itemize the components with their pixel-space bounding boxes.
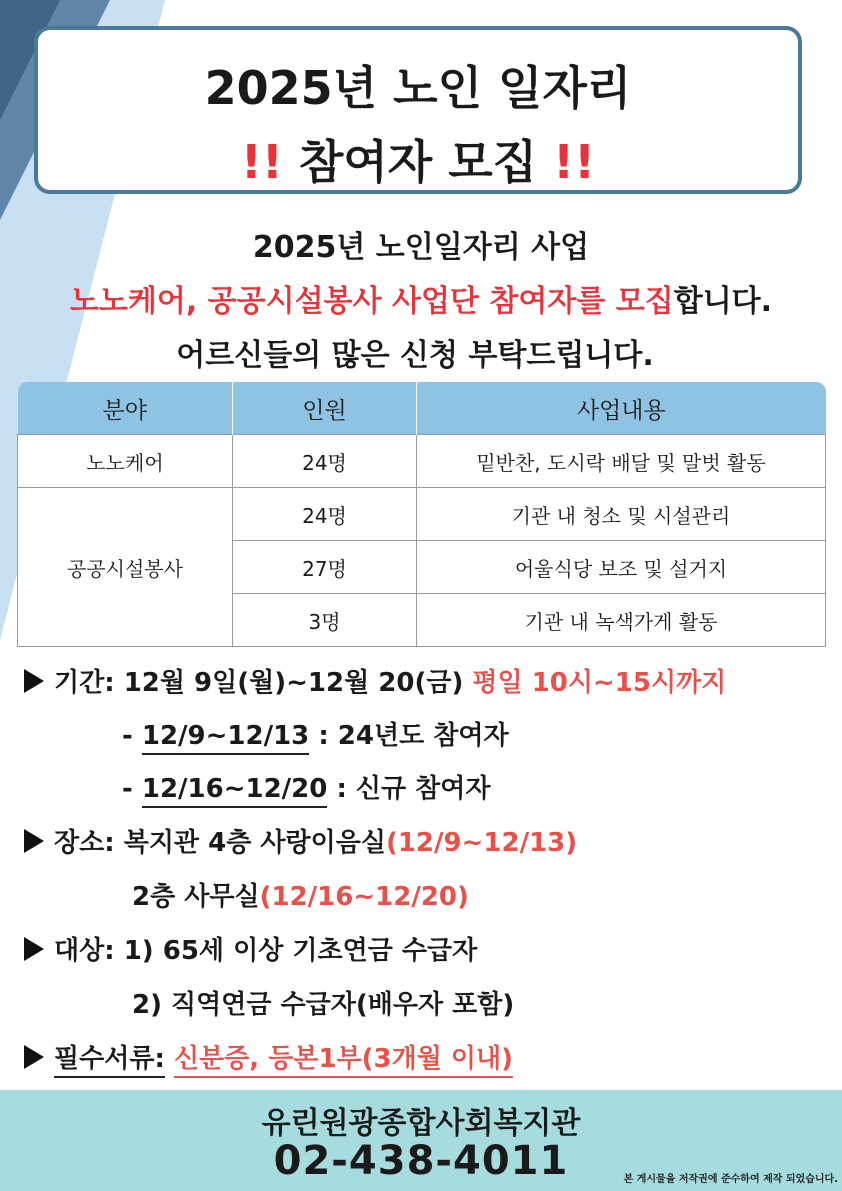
title-box [34,26,802,194]
phone-number: 02-438-4011 [273,1138,569,1184]
arrow-icon [24,829,44,853]
target-line [24,930,477,967]
target-label: 대상: [54,936,115,966]
page-title: 2025년 노인 일자리 [204,61,632,115]
period-sub-2 [122,768,491,805]
copyright-notice: 본 게시물을 저작권에 준수하여 제작 되었습니다. [623,1174,838,1185]
sub1-desc: : 24년도 참여자 [318,721,509,751]
cell-field: 공공시설봉사 [18,488,233,647]
dash: - [122,774,133,804]
period-value: 12월 9일(월)~12월 20(금) [123,668,464,698]
header-count: 인원 [233,382,417,435]
target-line-2 [132,984,514,1021]
cell-count: 3명 [233,594,417,647]
period-highlight: 평일 10시~15시까지 [472,668,727,698]
place-line [24,822,577,859]
cell-content: 어울식당 보조 및 설거지 [417,541,826,594]
docs-label: 필수서류: [54,1044,165,1078]
footer [0,1090,842,1191]
cell-field: 노노케어 [18,435,233,488]
table-row [18,435,826,488]
page-subtitle [38,126,798,192]
cell-count: 27명 [233,541,417,594]
target-2: 2) 직역연금 수급자(배우자 포함) [132,990,515,1020]
header-field: 분야 [18,382,233,435]
arrow-icon [24,937,44,961]
header-content: 사업내용 [417,382,826,435]
place2-value: 2층 사무실 [132,882,260,912]
cell-content: 기관 내 청소 및 시설관리 [417,488,826,541]
intro-line-2 [0,276,842,320]
target-1: 1) 65세 이상 기초연금 수급자 [123,936,478,966]
place-highlight: (12/9~12/13) [385,828,578,858]
intro-line-3: 어르신들의 많은 신청 부탁드립니다. [176,338,654,373]
intro-suffix: 합니다. [673,284,773,319]
period-sub-1 [122,715,509,752]
cell-count: 24명 [233,488,417,541]
period-line [24,662,726,699]
sub2-date: 12/16~12/20 [142,774,328,808]
dash: - [122,721,133,751]
table-header-row [18,382,826,435]
cell-content: 기관 내 녹색가게 활동 [417,594,826,647]
place-value: 복지관 4층 사랑이음실 [123,828,386,858]
place2-highlight: (12/16~12/20) [259,882,469,912]
period-label: 기간: [54,668,115,698]
exclamation-right: !! [553,135,596,189]
intro-line-1: 2025년 노인일자리 사업 [252,230,590,265]
organization-name: 유린원광종합사회복지관 [261,1106,581,1141]
docs-line [24,1038,513,1075]
exclamation-left: !! [240,135,283,189]
place-line-2 [132,876,469,913]
intro-highlight: 노노케어, 공공시설봉사 사업단 참여자를 모집 [69,284,674,319]
table-row [18,488,826,541]
cell-content: 밑반찬, 도시락 배달 및 말벗 활동 [417,435,826,488]
jobs-table [17,382,826,647]
cell-count: 24명 [233,435,417,488]
place-label: 장소: [54,828,115,858]
sub2-desc: : 신규 참여자 [336,774,491,804]
docs-value: 신분증, 등본1부(3개월 이내) [174,1044,513,1078]
recruit-text: 참여자 모집 [298,135,538,189]
arrow-icon [24,1045,44,1069]
arrow-icon [24,669,44,693]
sub1-date: 12/9~12/13 [142,721,309,755]
